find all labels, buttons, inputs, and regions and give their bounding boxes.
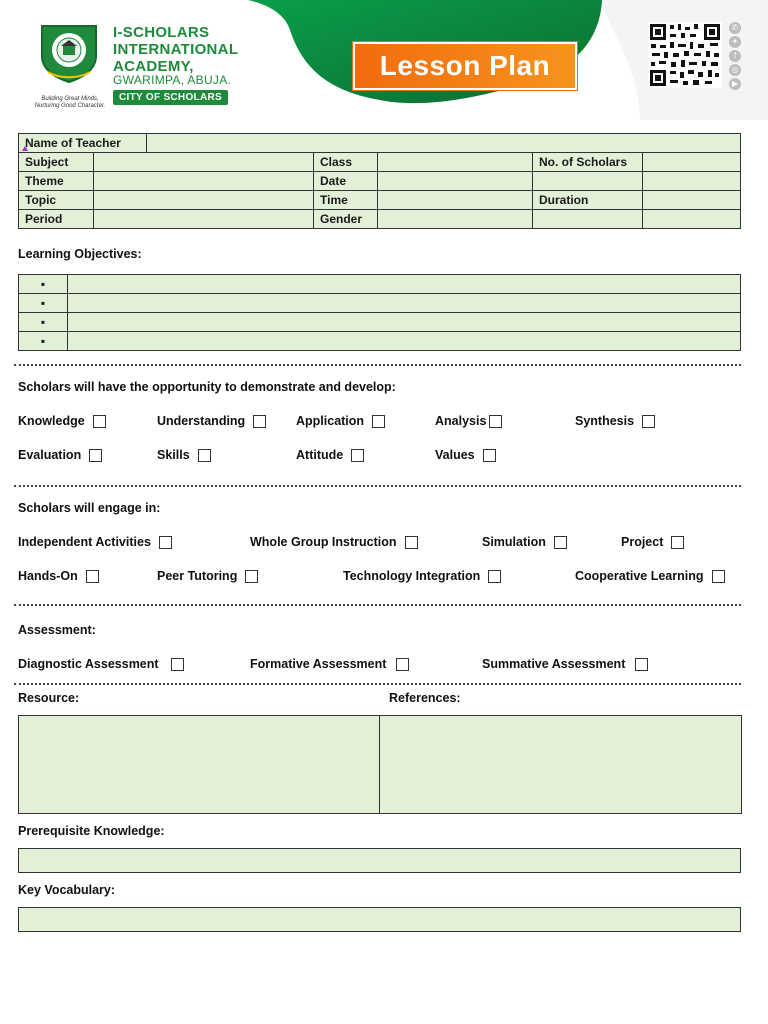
topic-label: Topic — [19, 191, 94, 210]
divider — [14, 364, 741, 366]
date-field[interactable] — [378, 172, 533, 191]
references-label: References: — [389, 691, 461, 705]
formative-assessment-checkbox[interactable] — [396, 658, 409, 671]
class-field[interactable] — [378, 153, 533, 172]
cell-marker-icon — [22, 146, 28, 151]
hands-on-checkbox[interactable] — [86, 570, 99, 583]
name-of-teacher-label — [19, 134, 147, 153]
teacher-name-table — [18, 133, 741, 153]
twitter-icon[interactable]: ✦ — [729, 36, 741, 48]
divider — [14, 604, 741, 606]
whole-group-instruction-checkbox[interactable] — [405, 536, 418, 549]
youtube-icon[interactable]: ▶ — [729, 78, 741, 90]
references-field[interactable] — [379, 715, 742, 814]
option-label: Evaluation — [18, 448, 82, 462]
gender-field[interactable] — [378, 210, 533, 229]
duration-label: Duration — [533, 191, 643, 210]
option-understanding[interactable] — [157, 414, 266, 428]
school-name-line1: I-SCHOLARS — [113, 24, 210, 41]
school-crest-logo — [34, 22, 104, 84]
option-synthesis[interactable] — [575, 414, 655, 428]
period-label: Period — [19, 210, 94, 229]
knowledge-checkbox[interactable] — [93, 415, 106, 428]
cooperative-learning-checkbox[interactable] — [712, 570, 725, 583]
school-motto — [30, 96, 110, 110]
option-label: Independent Activities — [18, 535, 151, 549]
option-label: Application — [296, 414, 365, 428]
name-of-teacher-field[interactable] — [147, 134, 741, 153]
learning-objectives-title: Learning Objectives: — [18, 247, 142, 261]
objective-field[interactable] — [68, 332, 741, 351]
diagnostic-assessment-checkbox[interactable] — [171, 658, 184, 671]
project-checkbox[interactable] — [671, 536, 684, 549]
option-cooperative-learning[interactable] — [575, 569, 725, 583]
option-independent-activities[interactable] — [18, 535, 172, 549]
independent-activities-checkbox[interactable] — [159, 536, 172, 549]
key-vocabulary-field[interactable] — [18, 907, 741, 932]
technology-integration-checkbox[interactable] — [488, 570, 501, 583]
topic-field[interactable] — [94, 191, 314, 210]
school-name-line3: ACADEMY, — [113, 58, 194, 75]
option-label: Diagnostic Assessment — [18, 657, 159, 671]
instagram-icon[interactable]: ◎ — [729, 64, 741, 76]
motto-line1: Building Great Minds, — [41, 96, 99, 102]
option-label: Simulation — [482, 535, 546, 549]
summative-assessment-checkbox[interactable] — [635, 658, 648, 671]
values-checkbox[interactable] — [483, 449, 496, 462]
theme-field[interactable] — [94, 172, 314, 191]
option-label: Technology Integration — [343, 569, 481, 583]
understanding-checkbox[interactable] — [253, 415, 266, 428]
time-field[interactable] — [378, 191, 533, 210]
option-analysis[interactable] — [435, 414, 502, 428]
period-field[interactable] — [94, 210, 314, 229]
bullet: ▪ — [19, 332, 68, 351]
no-of-scholars-label: No. of Scholars — [533, 153, 643, 172]
option-label: Understanding — [157, 414, 246, 428]
skills-checkbox[interactable] — [198, 449, 211, 462]
option-label: Formative Assessment — [250, 657, 387, 671]
evaluation-checkbox[interactable] — [89, 449, 102, 462]
option-label: Peer Tutoring — [157, 569, 238, 583]
option-label: Analysis — [435, 414, 487, 428]
city-badge: CITY OF SCHOLARS — [113, 90, 228, 105]
option-values[interactable] — [435, 448, 496, 462]
simulation-checkbox[interactable] — [554, 536, 567, 549]
school-location: GWARIMPA, ABUJA. — [113, 73, 232, 87]
option-peer-tutoring[interactable] — [157, 569, 258, 583]
duration-field[interactable] — [643, 191, 741, 210]
empty-cell[interactable] — [643, 172, 741, 191]
option-summative-assessment[interactable] — [482, 657, 648, 671]
class-label: Class — [314, 153, 378, 172]
attitude-checkbox[interactable] — [351, 449, 364, 462]
option-label: Whole Group Instruction — [250, 535, 397, 549]
resource-label: Resource: — [18, 691, 80, 705]
resource-field[interactable] — [18, 715, 381, 814]
prerequisite-knowledge-label: Prerequisite Knowledge: — [18, 824, 165, 838]
school-name — [113, 24, 238, 75]
subject-field[interactable] — [94, 153, 314, 172]
bullet: ▪ — [19, 313, 68, 332]
engage-title: Scholars will engage in: — [18, 501, 161, 515]
option-label: Synthesis — [575, 414, 635, 428]
divider — [14, 683, 741, 685]
option-label: Summative Assessment — [482, 657, 626, 671]
facebook-icon[interactable]: f — [729, 50, 741, 62]
key-vocabulary-label: Key Vocabulary: — [18, 883, 116, 897]
option-label: Project — [621, 535, 664, 549]
option-diagnostic-assessment[interactable] — [18, 657, 184, 671]
date-label: Date — [314, 172, 378, 191]
option-simulation[interactable] — [482, 535, 567, 549]
bullet: ▪ — [19, 275, 68, 294]
option-label: Skills — [157, 448, 190, 462]
lesson-plan-banner — [353, 42, 577, 90]
demonstrate-title: Scholars will have the opportunity to demonstrate and develop: — [18, 380, 396, 394]
subject-label: Subject — [19, 153, 94, 172]
option-hands-on[interactable] — [18, 569, 99, 583]
option-attitude[interactable] — [296, 448, 364, 462]
option-knowledge[interactable] — [18, 414, 106, 428]
option-label: Attitude — [296, 448, 344, 462]
option-application[interactable] — [296, 414, 385, 428]
objective-field[interactable] — [68, 294, 741, 313]
option-technology-integration[interactable] — [343, 569, 501, 583]
analysis-checkbox[interactable] — [489, 415, 502, 428]
application-checkbox[interactable] — [372, 415, 385, 428]
divider — [14, 485, 741, 487]
empty-cell[interactable] — [643, 210, 741, 229]
whatsapp-icon[interactable]: ✆ — [729, 22, 741, 34]
option-label: Cooperative Learning — [575, 569, 704, 583]
gender-label: Gender — [314, 210, 378, 229]
option-label: Hands-On — [18, 569, 78, 583]
lesson-info-table — [18, 152, 741, 229]
peer-tutoring-checkbox[interactable] — [245, 570, 258, 583]
synthesis-checkbox[interactable] — [642, 415, 655, 428]
learning-objectives-table — [18, 274, 741, 351]
objective-field[interactable] — [68, 275, 741, 294]
option-formative-assessment[interactable] — [250, 657, 409, 671]
option-project[interactable] — [621, 535, 684, 549]
no-of-scholars-field[interactable] — [643, 153, 741, 172]
qr-code-icon — [648, 22, 722, 88]
prerequisite-knowledge-field[interactable] — [18, 848, 741, 873]
name-of-teacher-text: Name of Teacher — [25, 136, 121, 150]
assessment-title: Assessment: — [18, 623, 96, 637]
time-label: Time — [314, 191, 378, 210]
objective-field[interactable] — [68, 313, 741, 332]
option-label: Values — [435, 448, 475, 462]
bullet: ▪ — [19, 294, 68, 313]
option-label: Knowledge — [18, 414, 85, 428]
motto-line2: Nurturing Good Character. — [34, 103, 106, 109]
theme-label: Theme — [19, 172, 94, 191]
option-skills[interactable] — [157, 448, 211, 462]
school-name-line2: INTERNATIONAL — [113, 41, 239, 58]
empty-cell[interactable] — [533, 172, 643, 191]
page-title: Lesson Plan — [379, 50, 551, 81]
option-evaluation[interactable] — [18, 448, 102, 462]
empty-cell[interactable] — [533, 210, 643, 229]
option-whole-group-instruction[interactable] — [250, 535, 418, 549]
